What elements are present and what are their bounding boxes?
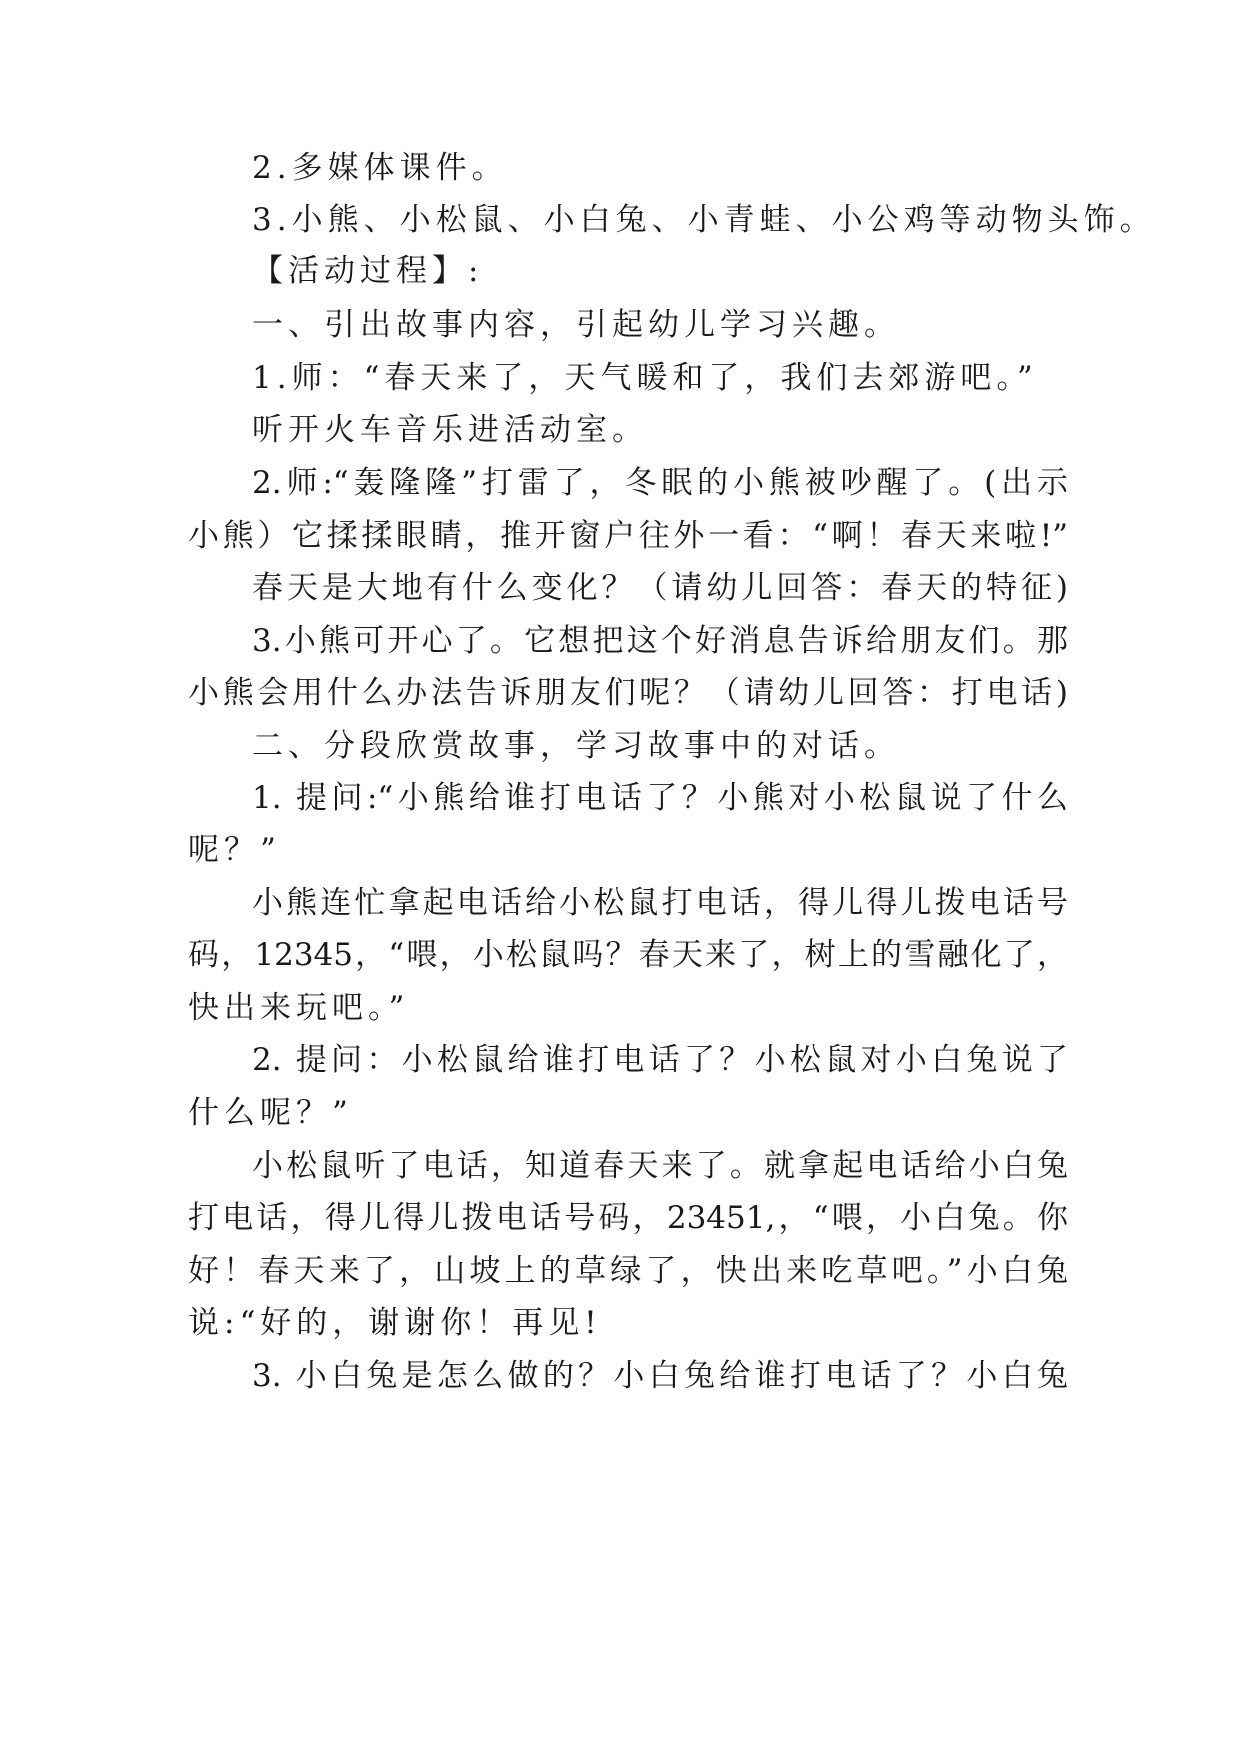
section-heading: 一、引出故事内容，引起幼儿学习兴趣。: [252, 307, 900, 343]
text-line: 呢？”: [188, 832, 281, 868]
text-line: 打电话，得儿得儿拨电话号码，23451,，“喂，小白兔。你: [188, 1200, 1068, 1236]
text-line: 2. 提问：小松鼠给谁打电话了？小松鼠对小白兔说了: [252, 1042, 1068, 1078]
text-line: 听开火车音乐进活动室。: [252, 412, 648, 448]
text-line: 快出来玩吧。”: [188, 990, 410, 1026]
text-line: 小松鼠听了电话，知道春天来了。就拿起电话给小白兔: [252, 1148, 1068, 1184]
text-line: 好！春天来了，山坡上的草绿了，快出来吃草吧。”小白兔: [188, 1253, 1068, 1289]
text-line: 小熊会用什么办法告诉朋友们呢？（请幼儿回答：打电话): [188, 675, 1068, 711]
text-line: 码，12345，“喂，小松鼠吗？春天来了，树上的雪融化了，: [188, 937, 1068, 973]
text-line: 小熊）它揉揉眼睛，推开窗户往外一看：“啊！春天来啦!”: [188, 518, 1068, 554]
text-line: 2.多媒体课件。: [252, 150, 508, 186]
text-line: 春天是大地有什么变化？（请幼儿回答：春天的特征): [252, 570, 1068, 606]
text-line: 什么呢？”: [188, 1095, 353, 1131]
text-line: 2.师:“轰隆隆”打雷了，冬眠的小熊被吵醒了。(出示: [252, 465, 1068, 501]
section-heading: 二、分段欣赏故事，学习故事中的对话。: [252, 728, 900, 764]
text-line: 3. 小白兔是怎么做的？小白兔给谁打电话了？小白兔: [252, 1358, 1068, 1394]
text-line: 3.小熊、小松鼠、小白兔、小青蛙、小公鸡等动物头饰。: [252, 202, 1156, 238]
text-line: 1. 提问:“小熊给谁打电话了？小熊对小松鼠说了什么: [252, 780, 1068, 816]
text-line: 小熊连忙拿起电话给小松鼠打电话，得儿得儿拨电话号: [252, 885, 1068, 921]
text-line: 3.小熊可开心了。它想把这个好消息告诉给朋友们。那: [252, 623, 1068, 659]
text-line: 说:“好的，谢谢你！再见!: [188, 1305, 602, 1341]
text-line: 1.师：“春天来了，天气暖和了，我们去郊游吧。”: [252, 360, 1038, 396]
section-heading: 【活动过程】:: [252, 253, 484, 289]
